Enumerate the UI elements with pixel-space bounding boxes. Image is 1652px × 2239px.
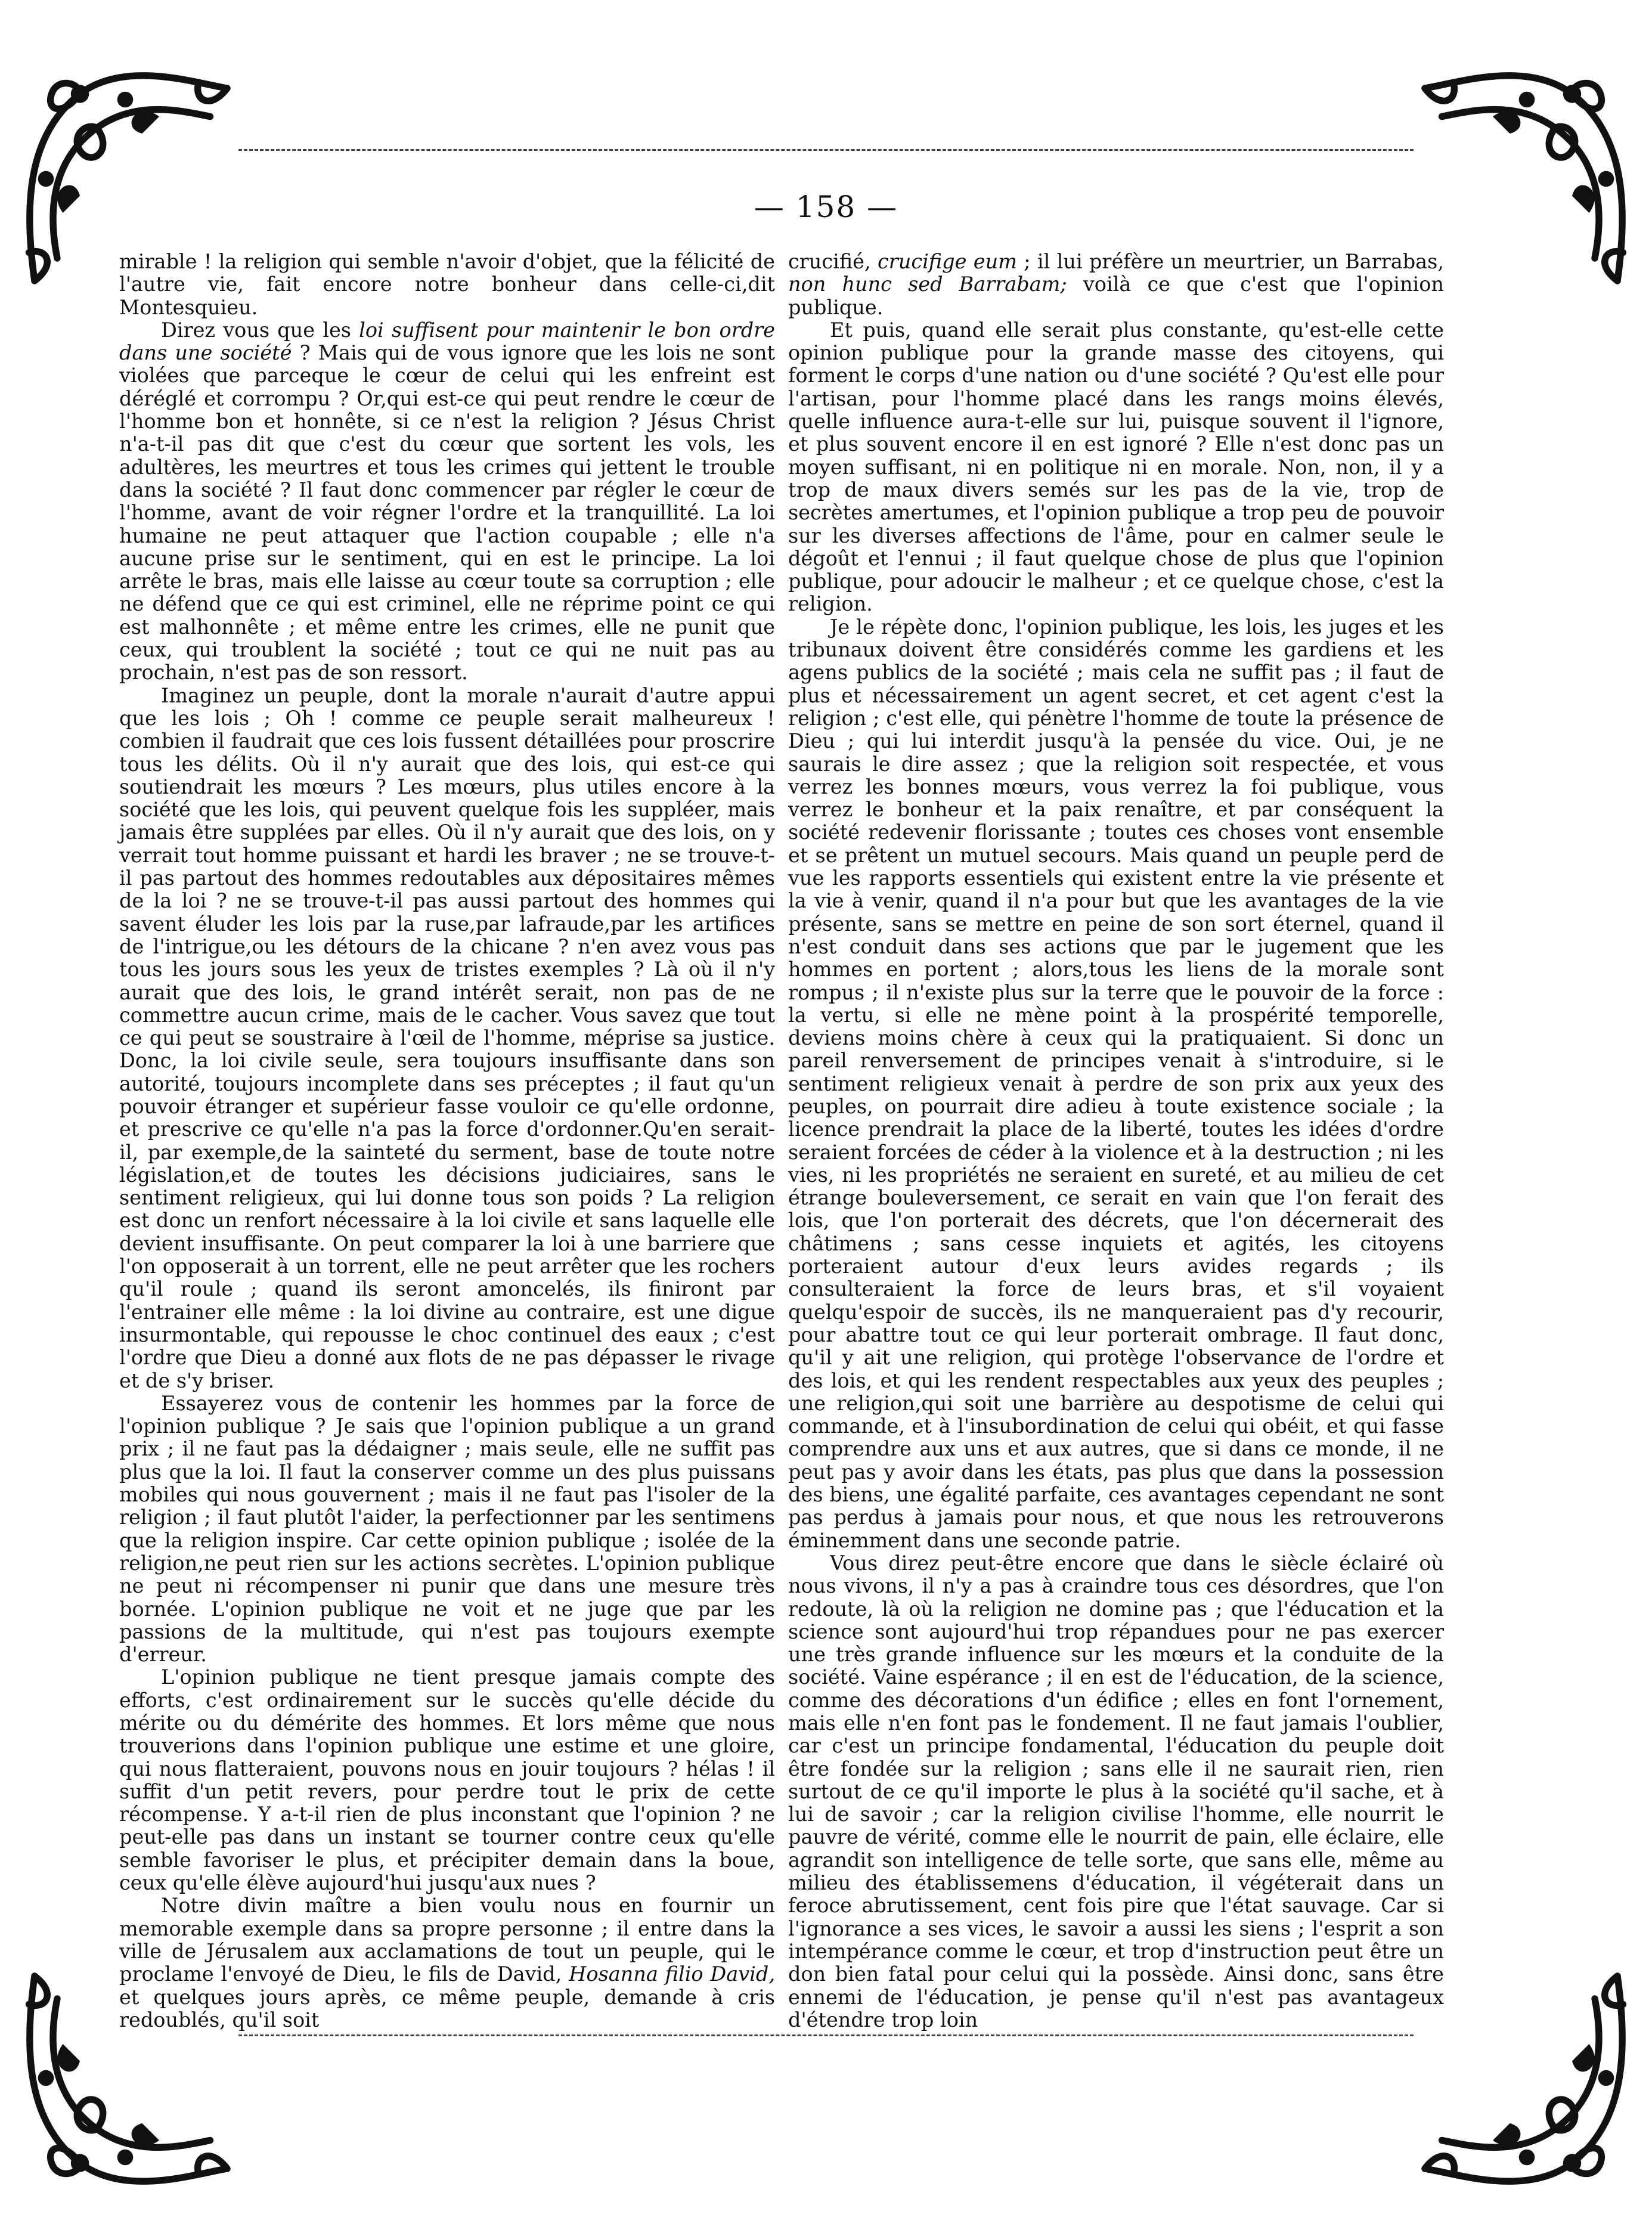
baroque-scroll-corner-icon: [1414, 1965, 1640, 2191]
top-dashed-rule: [238, 149, 1414, 151]
italic-phrase: non hunc sed Barrabam;: [788, 272, 1067, 296]
paragraph: L'opinion publique ne tient presque jamais compte des efforts, c'est ordinairement sur le succès qu'elle décide du mérite ou du démérite des hommes. Et lors même que nous trouverions dans l'opinion publique une estime et une gloire, qui nous flatteraient, pouvons nous en jouir toujours ? hélas ! il suffit d'un petit revers, pour perdre tout le prix de cette récompense. Y a-t-il rien de plus inconstant que l'opinion ? ne peut-elle pas dans un instant se tourner contre ceux qu'elle semble favoriser le plus, et précipiter demain dans la boue, ceux qu'elle élève aujourd'hui jusqu'aux nues ?: [119, 1665, 775, 1895]
paragraph: Vous direz peut-être encore que dans le siècle éclairé où nous vivons, il n'y a pas à craindre tous ces désordres, que l'on redoute, là où la religion ne domine pas ; que l'éducation et la science sont aujourd'hui trop répandues pour ne pas exercer une très grande influence sur les mœurs et la conduite de la société. Vaine espérance ; il en est de l'éducation, de la science, comme des décorations d'un édifice ; elles en font l'ornement, mais elle n'en font pas le fondement. Il ne faut jamais l'oublier, car c'est un principe fondamental, l'éducation du peuple doit être fondée sur la religion ; sans elle il ne saurait rien, rien surtout de ce qu'il importe le plus à la société qu'il sache, et à lui de savoir ; car la religion civilise l'homme, elle nourrit le pauvre de vérité, comme elle le nourrit de pain, elle éclaire, elle agrandit son intelligence de telle sorte, que sans elle, même au milieu des établissemens d'éducation, il végéterait dans un feroce abrutissement, cent fois pire que l'état sauvage. Car si l'ignorance a ses vices, le savoir a aussi les siens ; l'esprit a son intempérance comme le cœur, et trop d'instruction peut être un don bien fatal pour celui qui la possède. Ainsi donc, sans être ennemi de l'éducation, je pense qu'il n'est pas avantageux d'étendre trop loin: [788, 1551, 1444, 2031]
baroque-scroll-corner-icon: [1414, 66, 1640, 292]
text-column-left: [119, 250, 775, 2031]
paragraph: mirable ! la religion qui semble n'avoir d'objet, que la félicité de l'autre vie, fait encore notre bonheur dans celle-ci,dit Montesquieu.: [119, 250, 775, 319]
italic-phrase: crucifige eum: [877, 250, 1017, 273]
paragraph: Essayerez vous de contenir les hommes par la force de l'opinion publique ? Je sais que l'opinion publique a un grand prix ; il ne faut pas la dédaigner ; mais seule, elle ne suffit pas plus que la loi. Il faut la conserver comme un des plus puissans mobiles qui nous gouvernent ; mais il ne faut pas l'isoler de la religion ; il faut plutôt l'aider, la perfectionner par les sentimens que la religion inspire. Car cette opinion publique ; isolée de la religion,ne peut rien sur les actions secrètes. L'opinion publique ne peut ni récompenser ni punir que dans une mesure très bornée. L'opinion publique ne voit et ne juge que par les passions de la multitude, qui n'est pas toujours exempte d'erreur.: [119, 1391, 775, 1667]
italic-phrase: loi suffisent pour maintenir le bon ordre dans une société: [119, 318, 775, 365]
text-column-right: [788, 250, 1444, 2031]
ornament-corner-bottom-right: [1414, 1965, 1640, 2191]
paragraph: Notre divin maître a bien voulu nous en fournir un memorable exemple dans sa propre personne ; il entre dans la ville de Jérusalem aux acclamations de tout un peuple, qui le proclame l'envoyé de Dieu, le fils de David, Hosanna filio David, et quelques jours après, ce même peuple, demande à cris redoublés, qu'il soit: [119, 1894, 775, 2031]
paragraph: Je le répète donc, l'opinion publique, les lois, les juges et les tribunaux doivent être considérés comme les gardiens et les agens publics de la société ; mais cela ne suffit pas ; il faut de plus et nécessairement un agent secret, et cet agent c'est la religion ; c'est elle, qui pénètre l'homme de toute la présence de Dieu ; qui lui interdit jusqu'à la pensée du vice. Oui, je ne saurais le dire assez ; que la religion soit respectée, et vous verrez les bonnes mœurs, vous verrez la foi publique, vous verrez le bonheur et la paix renaître, et par conséquent la société redevenir florissante ; toutes ces choses vont ensemble et se prêtent un mutuel secours. Mais quand un peuple perd de vue les rapports essentiels qui existent entre la vie présente et la vie à venir, quand il n'a pour but que les avantages de la vie présente, sans se mettre en peine de son sort éternel, quand il n'est conduit dans ses actions que par le jugement que les hommes en portent ; alors,tous les liens de la morale sont rompus ; il n'existe plus sur la terre que le pouvoir de la force : la vertu, si elle ne mène point à la prospérité temporelle, deviens moins chère à ceux qui la pratiquaient. Si donc un pareil renversement de principes venait à s'introduire, si le sentiment religieux venait à perdre de son prix aux yeux des peuples, on pourrait dire adieu à toute existence sociale ; la licence prendrait la place de la liberté, toutes les idées d'ordre seraient forcées de céder à la violence et à la destruction ; ni les vies, ni les propriétés ne seraient en sureté, et au milieu de cet étrange bouleversement, ce serait en vain que l'on ferait des lois, que l'on porterait des décrets, que l'on décernerait des châtimens ; sans cesse inquiets et agités, les citoyens porteraient autour d'eux leurs avides regards ; ils consulteraient la force de leurs bras, et s'il voyaient quelqu'espoir de succès, ils ne manqueraient pas d'y recourir, pour abattre tout ce qui leur porterait ombrage. Il faut donc, qu'il y ait une religion, qui protège l'observance de l'ordre et des lois, et qui les rendent respectables aux yeux des peuples ; une religion,qui soit une barrière au despotisme de celui qui commande, et à l'insubordination de celui qui obéit, et qui fasse comprendre aux uns et aux autres, que si dans ce monde, il ne peut pas y avoir dans les états, pas plus que dans la possession des biens, une égalité parfaite, ces avantages cependant ne sont pas perdus à jamais pour nous, et que nous les retrouverons éminemment dans une seconde patrie.: [788, 615, 1444, 1552]
ornament-corner-top-right: [1414, 66, 1640, 292]
paragraph: Et puis, quand elle serait plus constante, qu'est-elle cette opinion publique pour la grande masse des citoyens, qui forment le corps d'une nation ou d'une société ? Qu'est elle pour l'artisan, pour l'homme placé dans les rangs moins élevés, quelle influence aura-t-elle sur lui, puisque souvent il l'ignore, et plus souvent encore il en est ignoré ? Elle n'est donc pas un moyen suffisant, ni en politique ni en morale. Non, non, il y a trop de maux divers semés sur les pas de la vie, trop de secrètes amertumes, et l'opinion publique a trop peu de pouvoir sur les diverses affections de l'âme, pour en calmer seule le dégoût et l'ennui ; il faut quelque chose de plus que l'opinion publique, pour adoucir le malheur ; et ce quelque chose, c'est la religion.: [788, 318, 1444, 616]
bottom-dashed-rule: [238, 2034, 1414, 2036]
paragraph: Direz vous que les loi suffisent pour maintenir le bon ordre dans une société ? Mais qui de vous ignore que les lois ne sont violées que parceque le cœur de celui qui les enfreint est déréglé et corrompu ? Or,qui est-ce qui peut rendre le cœur de l'homme bon et honnête, si ce n'est la religion ? Jésus Christ n'a-t-il pas dit que c'est du cœur que sortent les vols, les adultères, les meurtres et tous les crimes qui jettent le trouble dans la société ? Il faut donc commencer par régler le cœur de l'homme, avant de voir régner l'ordre et la tranquillité. La loi humaine ne peut attaquer que l'action coupable ; elle n'a aucune prise sur le sentiment, qui en est le principe. La loi arrête le bras, mais elle laisse au cœur toute sa corruption ; elle ne défend que ce qui est criminel, elle ne réprime point ce qui est malhonnête ; et même entre les crimes, elle ne punit que ceux, qui troublent la société ; tout ce qui ne nuit pas au prochain, n'est pas de son ressort.: [119, 318, 775, 685]
italic-phrase: Hosanna filio David,: [569, 1962, 775, 1986]
paragraph: crucifié, crucifige eum ; il lui préfère un meurtrier, un Barrabas, non hunc sed Barrabam; voilà ce que c'est que l'opinion publique.: [788, 250, 1444, 319]
page-number: — 158 —: [754, 190, 898, 224]
paragraph: Imaginez un peuple, dont la morale n'aurait d'autre appui que les lois ; Oh ! comme ce peuple serait malheureux ! combien il faudrait que ces lois fussent détaillées pour proscrire tous les délits. Où il n'y aurait que des lois, qui est-ce qui soutiendrait les mœurs ? Les mœurs, plus utiles encore à la société que les lois, qui peuvent quelque fois les suppléer, mais jamais être supplées par elles. Où il n'y aurait que des lois, on y verrait tout homme puissant et hardi les braver ; ne se trouve-t-il pas partout des hommes redoutables aux dépositaires mêmes de la loi ? ne se trouve-t-il pas aussi partout des hommes qui savent éluder les lois par la ruse,par lafraude,par les artifices de l'intrigue,ou les détours de la chicane ? n'en avez vous pas tous les jours sous les yeux de tristes exemples ? Là où il n'y aurait que des lois, le grand intérêt serait, non pas de ne commettre aucun crime, mais de le cacher. Vous savez que tout ce qui peut se soustraire à l'œil de l'homme, méprise sa justice. Donc, la loi civile seule, sera toujours insuffisante dans son autorité, toujours incomplete dans ses préceptes ; il faut qu'un pouvoir étranger et supérieur fasse vouloir ce qu'elle ordonne, et prescrive ce qu'elle n'a pas la force d'ordonner.Qu'en serait-il, par exemple,de la sainteté du serment, base de toute notre législation,et de toutes les décisions judiciaires, sans le sentiment religieux, qui lui donne tous son poids ? La religion est donc un renfort nécessaire à la loi civile et sans laquelle elle devient insuffisante. On peut comparer la loi à une barriere que l'on opposerait à un torrent, elle ne peut arrêter que les rochers qu'il roule ; quand ils seront amoncelés, ils finiront par l'entrainer elle même : la loi divine au contraire, est une digue insurmontable, qui repousse le choc continuel des eaux ; c'est l'ordre que Dieu a donné aux flots de ne pas dépasser le rivage et de s'y briser.: [119, 683, 775, 1392]
